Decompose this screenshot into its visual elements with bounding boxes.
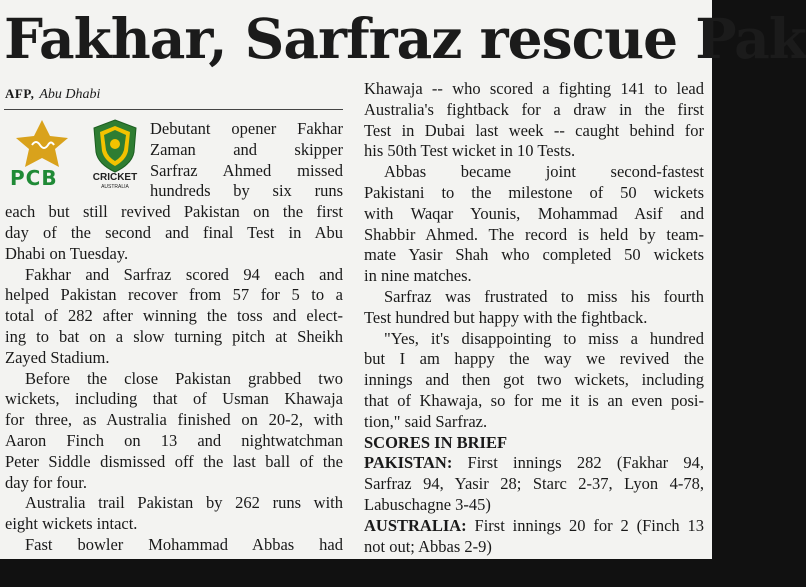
- text-line: Debutant opener Fakhar: [150, 119, 343, 138]
- text-line: each but still revived Pakistan on the first: [5, 202, 343, 222]
- text-line: Khawaja -- who scored a fighting 141 to lead: [364, 79, 704, 98]
- pcb-logo-text: PCB: [10, 166, 58, 190]
- text-line: Fakhar and Sarfraz scored 94 each and: [25, 264, 343, 284]
- text-line: Before the close Pakistan grabbed two: [25, 368, 343, 388]
- text-line: Aaron Finch on 13 and nightwatchman: [5, 430, 343, 450]
- text-line: not out; Abbas 2-9): [364, 536, 492, 556]
- text-line: total of 282 after winning the toss and elect-: [5, 306, 343, 326]
- pakistan-score-text: First innings 282 (Fakhar 94,: [452, 453, 704, 473]
- scores-heading: SCORES IN BRIEF: [364, 432, 508, 452]
- text-line: that of Khawaja, so for me it is an even posi-: [364, 390, 704, 410]
- text-line: tion," said Sarfraz.: [364, 411, 488, 431]
- text-line: ing to bat on a slow turning pitch at Sheikh: [5, 326, 343, 346]
- headline: Fakhar, Sarfraz rescue Pak: [4, 6, 806, 71]
- text-line: Sarfraz was frustrated to miss his fourth: [384, 286, 704, 306]
- wrapped-intro: [5, 119, 343, 202]
- text-line: Abbas became joint second-fastest: [384, 162, 704, 182]
- text-line: Peter Siddle dismissed off the last ball of the: [5, 451, 343, 471]
- text-line: Labuschagne 3-45): [364, 494, 491, 514]
- text-line: "Yes, it's disappointing to miss a hundred: [384, 328, 704, 348]
- byline-place: Abu Dhabi: [39, 87, 101, 102]
- australia-score-line: [364, 516, 704, 537]
- article-column-right: [364, 79, 704, 557]
- byline-rule: [4, 109, 343, 110]
- text-line: Australia's fightback for a draw in the first: [364, 99, 704, 119]
- text-line: Sarfraz Ahmed missed: [150, 160, 343, 180]
- australia-label: AUSTRALIA:: [364, 515, 467, 535]
- text-line: Shabbir Ahmed. The record is held by team-: [364, 224, 704, 244]
- pakistan-score-line: [364, 453, 704, 474]
- text-line: Australia trail Pakistan by 262 runs with: [25, 493, 343, 513]
- cricket-australia-logo-subtext: AUSTRALIA: [101, 184, 129, 190]
- cricket-australia-logo-text: CRICKET: [92, 172, 138, 183]
- text-line: Test in Dubai last week -- caught behind for: [364, 120, 704, 140]
- text-line: for three, as Australia finished on 20-2, with: [5, 410, 343, 430]
- pakistan-label: PAKISTAN:: [364, 453, 453, 473]
- text-line: in nine matches.: [364, 266, 472, 286]
- text-line: day for four.: [5, 472, 88, 492]
- text-line: Zayed Stadium.: [5, 347, 110, 367]
- text-line: Test hundred but happy with the fightback.: [364, 307, 648, 327]
- byline-agency: AFP,: [5, 86, 35, 101]
- text-line: with Waqar Younis, Mohammad Asif and: [364, 203, 704, 223]
- text-line: Pakistani to the milestone of 50 wickets: [364, 182, 704, 202]
- text-line: helped Pakistan recover from 57 for 5 to a: [5, 285, 343, 305]
- article-column-left: [5, 119, 343, 556]
- text-line: Sarfraz 94, Yasir 28; Starc 2-37, Lyon 4-78,: [364, 474, 704, 494]
- text-line: Fast bowler Mohammad Abbas had: [25, 534, 343, 554]
- text-line: mate Yasir Shah who completed 50 wickets: [364, 245, 704, 265]
- text-line: Dhabi on Tuesday.: [5, 243, 129, 263]
- text-line: day of the second and final Test in Abu: [5, 222, 343, 242]
- byline: [5, 85, 100, 104]
- text-line: wickets, including that of Usman Khawaja: [5, 389, 343, 409]
- text-line: eight wickets intact.: [5, 514, 138, 534]
- text-line: his 50th Test wicket in 10 Tests.: [364, 141, 576, 161]
- text-line: hundreds by six runs: [150, 181, 343, 201]
- text-line: but I am happy the way we revived the: [364, 349, 704, 369]
- text-line: Zaman and skipper: [150, 139, 343, 159]
- text-line: innings and then got two wickets, including: [364, 370, 704, 390]
- australia-score-text: First innings 20 for 2 (Finch 13: [466, 515, 704, 535]
